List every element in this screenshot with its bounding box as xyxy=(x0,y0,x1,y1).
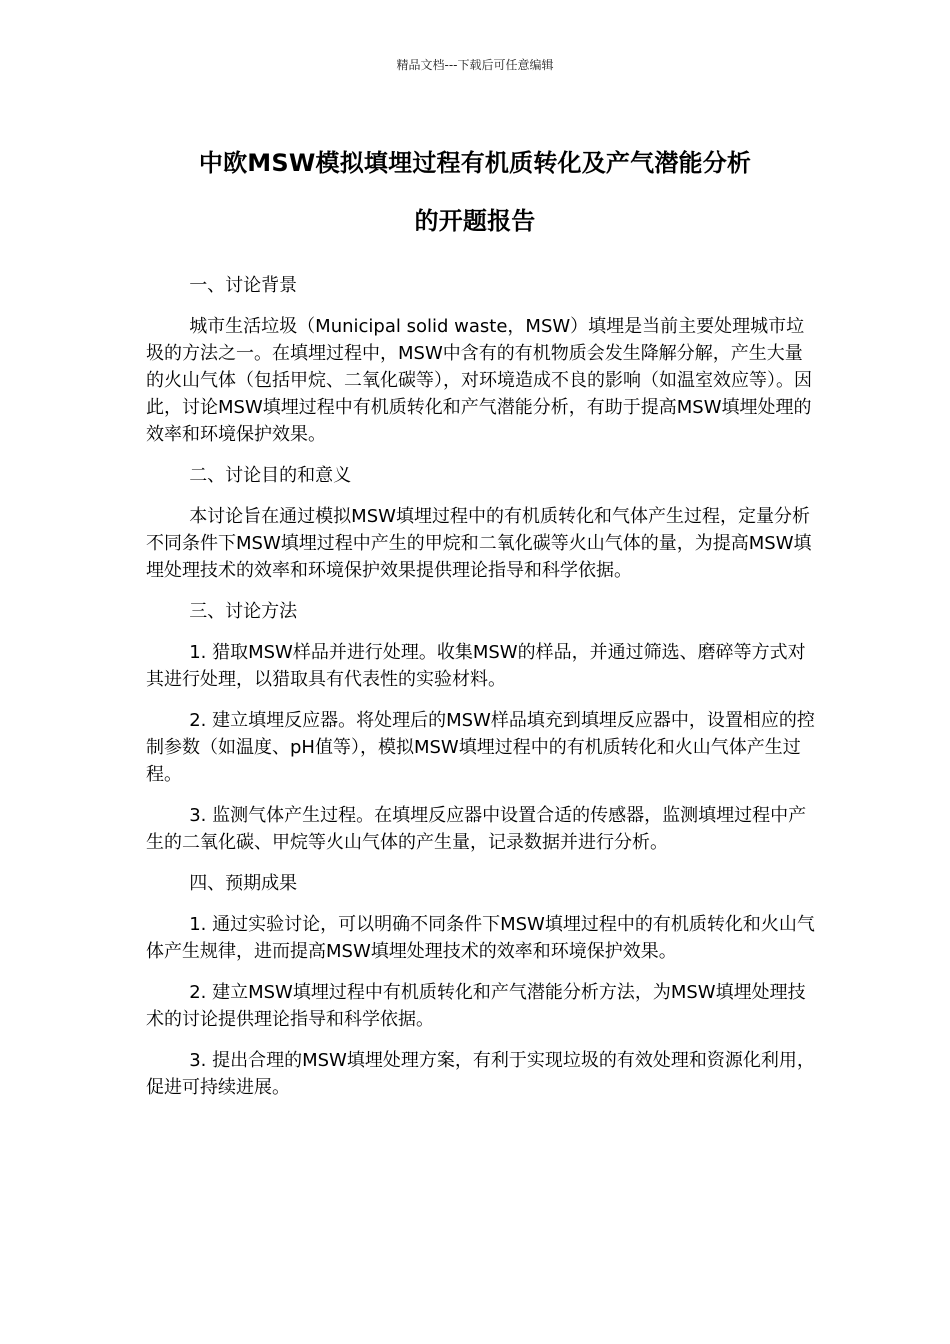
document-title xyxy=(130,134,820,250)
document-body xyxy=(146,272,818,1115)
section-heading-background: 一、讨论背景 xyxy=(189,275,298,296)
section-heading-purpose: 二、讨论目的和意义 xyxy=(189,465,352,486)
title-line-2: 的开题报告 xyxy=(414,207,536,235)
page-header: 精品文档---下载后可任意编辑 xyxy=(396,58,554,72)
paragraph-method-1: 1. 猎取MSW样品并进行处理。收集MSW的样品，并通过筛选、磨碎等方式对其进行处理，以猎取具有代表性的实验材料。 xyxy=(146,642,806,690)
title-line-1: 中欧MSW模拟填埋过程有机质转化及产气潜能分析 xyxy=(198,149,752,177)
paragraph-method-3: 3. 监测气体产生过程。在填埋反应器中设置合适的传感器，监测填埋过程中产生的二氧化碳、甲烷等火山气体的产生量，记录数据并进行分析。 xyxy=(146,805,807,853)
section-heading-outcomes: 四、预期成果 xyxy=(189,873,298,894)
paragraph-method-2: 2. 建立填埋反应器。将处理后的MSW样品填充到填埋反应器中，设置相应的控制参数（如温度、pH值等），模拟MSW填埋过程中的有机质转化和火山气体产生过程。 xyxy=(146,710,815,785)
paragraph-outcome-3: 3. 提出合理的MSW填埋处理方案，有利于实现垃圾的有效处理和资源化利用，促进可持续进展。 xyxy=(146,1050,815,1098)
paragraph-outcome-2: 2. 建立MSW填埋过程中有机质转化和产气潜能分析方法，为MSW填埋处理技术的讨论提供理论指导和科学依据。 xyxy=(146,982,806,1030)
paragraph-background: 城市生活垃圾（Municipal solid waste，MSW）填埋是当前主要处理城市垃圾的方法之一。在填埋过程中，MSW中含有的有机物质会发生降解分解，产生大量的火山气体（包括甲烷、二氧化碳等），对环境造成不良的影响（如温室效应等）。因此，讨论MSW填埋过程中有机质转化和产气潜能分析，有助于提高MSW填埋处理的效率和环境保护效果。 xyxy=(146,316,812,445)
section-heading-methods: 三、讨论方法 xyxy=(189,601,298,622)
paragraph-purpose: 本讨论旨在通过模拟MSW填埋过程中的有机质转化和气体产生过程，定量分析不同条件下MSW填埋过程中产生的甲烷和二氧化碳等火山气体的量，为提高MSW填埋处理技术的效率和环境保护效果提供理论指导和科学依据。 xyxy=(146,506,812,581)
paragraph-outcome-1: 1. 通过实验讨论，可以明确不同条件下MSW填埋过程中的有机质转化和火山气体产生规律，进而提高MSW填埋处理技术的效率和环境保护效果。 xyxy=(146,914,815,962)
